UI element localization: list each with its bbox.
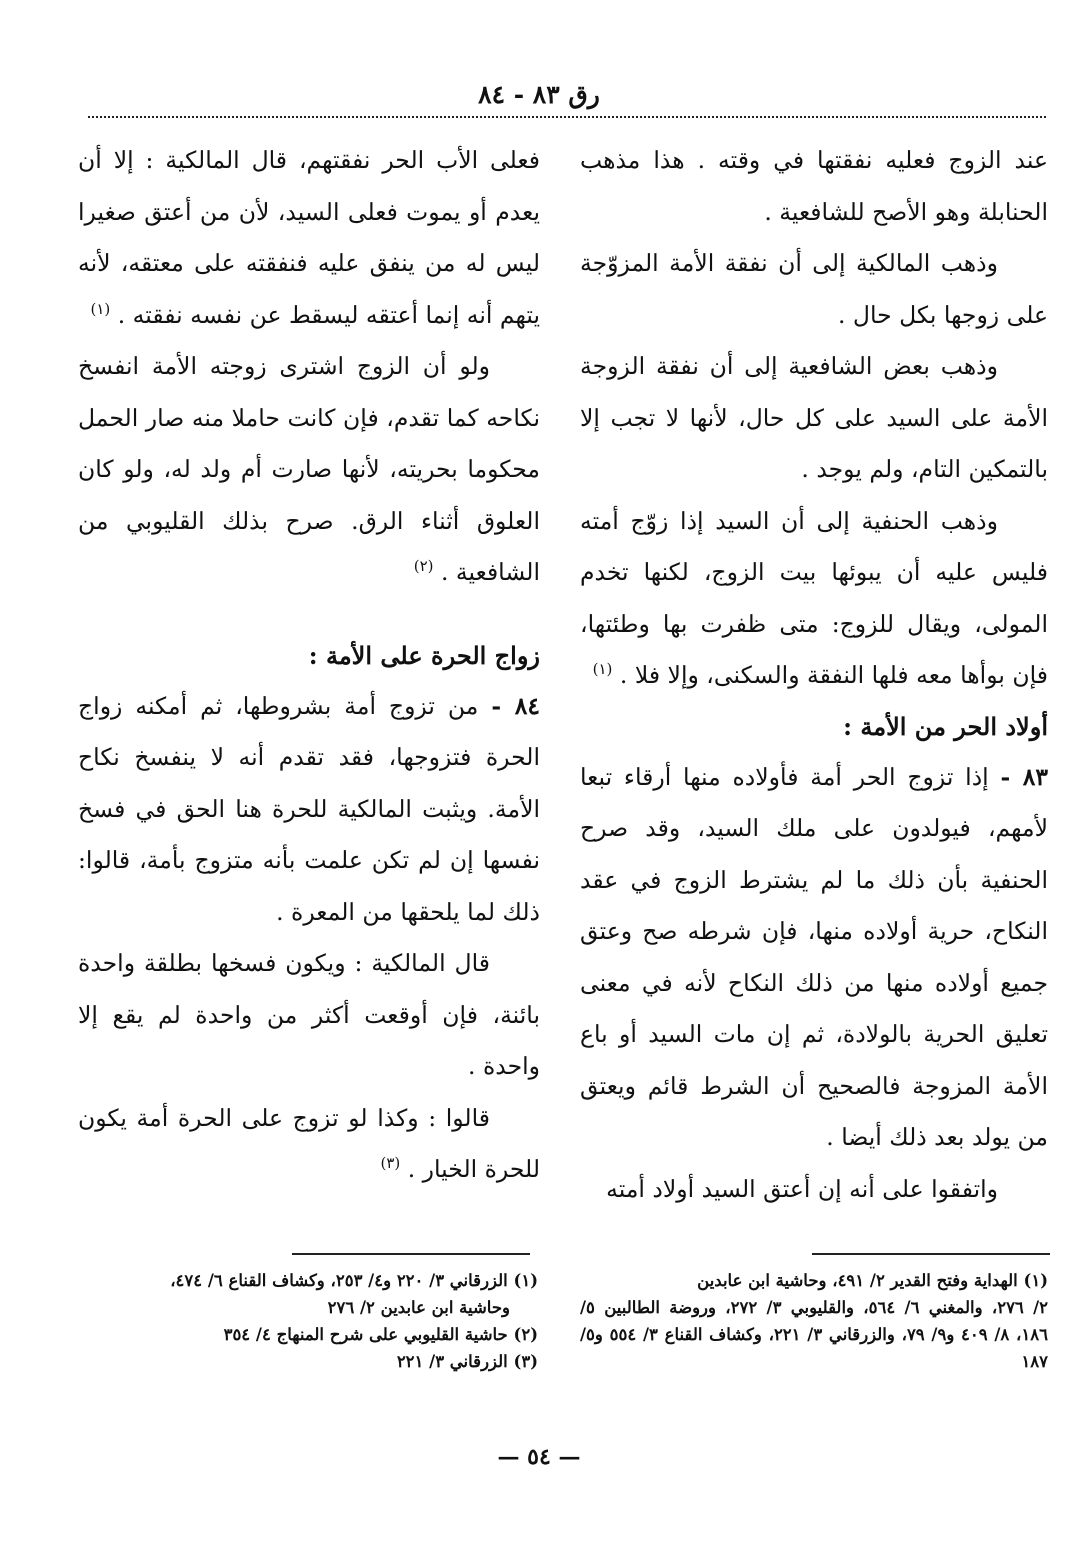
right-paragraph-4 — [580, 496, 1048, 702]
footnote-right-1-continued: ٢/ ٢٧٦، والمغني ٦/ ٥٦٤، والقليوبي ٣/ ٢٧٢، وروضة الطالبين ٥/ ١٨٦، ٨/ ٤٠٩ و٩/ ٧٩، والزرقاني ٣/ ٢٢١، وكشاف القناع ٣/ ٥٥٤ و٥/ ١٨٧ — [580, 1298, 1049, 1371]
section-number-84: ٨٤ - — [491, 691, 540, 720]
footnote-left-1-continued: وحاشية ابن عابدين ٢/ ٢٧٦ — [327, 1298, 510, 1317]
section-heading-marriage: زواج الحرة على الأمة : — [308, 640, 540, 670]
right-paragraph-5-text: إذا تزوج الحر أمة فأولاده منها أرقاء تبعا لأمهم، فيولدون على ملك السيد، وقد صرح الحنفية بأن ذلك ما لم يشترط الزوج في عقد النكاح، حرية أولاده منها، فإن شرطه صح وعتق جميع أولاده منها من ذلك النكاح لأنه في معنى تعليق الحرية بالولادة، ثم إن مات السيد أو باع الأمة المزوجة فالصحيح أن الشرط قائم ويعتق من يولد بعد ذلك أيضا . — [580, 762, 1048, 1151]
footnotes-left — [80, 1267, 538, 1375]
footnote-ref: (٣) — [380, 1154, 401, 1173]
right-paragraph-2: وذهب المالكية إلى أن نفقة الأمة المزوّجة على زوجها بكل حال . — [580, 249, 1048, 329]
left-paragraph-5-text: قالوا : وكذا لو تزوج على الحرة أمة يكون للحرة الخيار . — [78, 1103, 540, 1183]
section-gap — [78, 599, 540, 631]
left-paragraph-2 — [78, 341, 540, 599]
footnote-ref: (١) — [90, 299, 111, 318]
left-paragraph-2-text: ولو أن الزوج اشترى زوجته الأمة انفسخ نكاحه كما تقدم، فإن كانت حاملا منه صار الحمل محكوما بحريته، لأنها صارت أم ولد له، ولو كان العلوق أثناء الرق. صرح بذلك القليوبي من الشافعية . — [78, 352, 540, 586]
right-paragraph-6: واتفقوا على أنه إن أعتق السيد أولاد أمته — [606, 1174, 998, 1203]
section-number-83: ٨٣ - — [1000, 762, 1048, 791]
left-paragraph-3 — [78, 681, 540, 939]
right-paragraph-1: عند الزوج فعليه نفقتها في وقته . هذا مذهب الحنابلة وهو الأصح للشافعية . — [580, 146, 1048, 226]
page-number: — ٥٤ — — [497, 1444, 581, 1470]
left-paragraph-5 — [78, 1093, 540, 1196]
footnote-rule-right — [812, 1253, 1050, 1255]
footnotes-right — [580, 1267, 1048, 1375]
section-heading-children: أولاد الحر من الأمة : — [843, 711, 1048, 741]
left-paragraph-1-text: فعلى الأب الحر نفقتهم، قال المالكية : إلا أن يعدم أو يموت فعلى السيد، لأن من أعتق صغيرا ليس له من ينفق عليه فنفقته على معتقه، لأنه يتهم أنه إنما أعتقه ليسقط عن نفسه نفقته . — [78, 146, 540, 329]
footnote-left-2: (٢) حاشية القليوبي على شرح المنهاج ٤/ ٣٥٤ — [223, 1325, 538, 1344]
left-paragraph-3-text: من تزوج أمة بشروطها، ثم أمكنه زواج الحرة فتزوجها، فقد تقدم أنه لا ينفسخ نكاح الأمة. ويثبت المالكية للحرة هنا الحق في فسخ نفسها إن لم تكن علمت بأنه متزوج بأمة، قالوا: ذلك لما يلحقها من المعرة . — [78, 691, 540, 926]
running-head: رق ٨٣ - ٨٤ — [478, 80, 600, 109]
footnote-right-1: (١) الهداية وفتح القدير ٢/ ٤٩١، وحاشية ابن عابدين — [697, 1271, 1048, 1290]
right-paragraph-5 — [580, 752, 1048, 1164]
right-paragraph-4-text: وذهب الحنفية إلى أن السيد إذا زوّج أمته فليس عليه أن يبوئها بيت الزوج، لكنها تخدم المولى، ويقال للزوج: متى ظفرت بها وطئتها، فإن بوأها معه فلها النفقة والسكنى، وإلا فلا . — [580, 506, 1048, 689]
right-column — [580, 135, 1048, 1215]
footnote-rule-left — [292, 1253, 530, 1255]
footnote-ref: (٢) — [413, 557, 434, 576]
right-paragraph-3: وذهب بعض الشافعية إلى أن نفقة الزوجة الأمة على السيد على كل حال، لأنها لا تجب إلا بالتمكين التام، ولم يوجد . — [580, 352, 1048, 483]
footnote-left-3: (٣) الزرقاني ٣/ ٢٢١ — [396, 1352, 538, 1371]
footnote-left-1: (١) الزرقاني ٣/ ٢٢٠ و٤/ ٢٥٣، وكشاف القناع ٦/ ٤٧٤، — [170, 1271, 538, 1290]
footnote-ref: (١) — [592, 660, 613, 679]
left-paragraph-1 — [78, 135, 540, 341]
left-column — [78, 135, 540, 1196]
header-dotted-rule — [88, 116, 1046, 118]
left-paragraph-4: قال المالكية : ويكون فسخها بطلقة واحدة بائنة، فإن أوقعت أكثر من واحدة لم يقع إلا واحدة . — [78, 949, 540, 1080]
